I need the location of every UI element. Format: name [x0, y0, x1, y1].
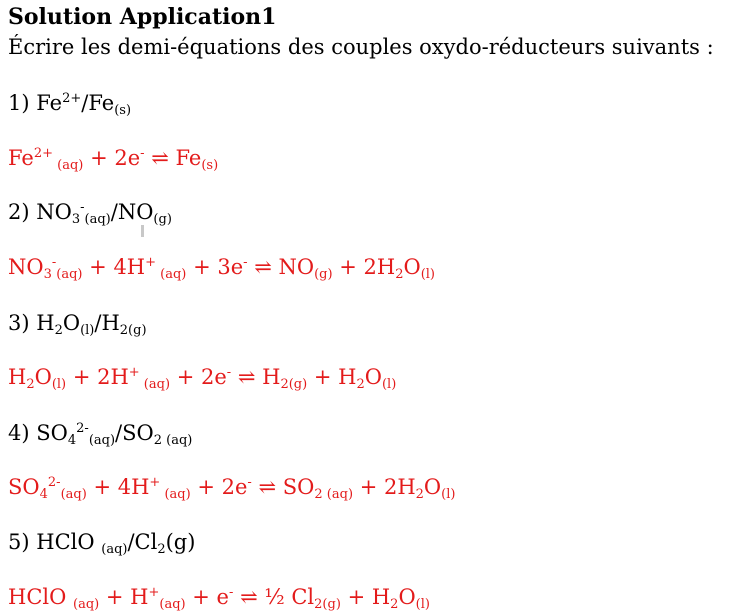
equation-5: HClO $_{(aq)} + H^+_{(aq)} + e^-$ ⇌ ½ $Cl_{2(g)} + H_2O_{(l)}$	[8, 585, 430, 612]
couple-5: 5) HClO $_{(aq)}/Cl_2(g)$	[8, 530, 196, 557]
equation-2: $NO_3^-_{(aq)} + 4H^+$ $_{(aq)}$ + 3e- ⇌ $NO_{(g)} + 2H_2O_{(l)}$	[8, 255, 435, 282]
item-number: 4)	[8, 421, 30, 445]
couple-4: 4) $SO_4^{2-}_{(aq)}/SO_{2 (aq)}$	[8, 421, 193, 448]
couple-1: 1) $Fe^{2+}/Fe_{(s)}$	[8, 91, 132, 118]
text-cursor-marker	[141, 225, 144, 237]
equation-4: $SO_4^{2-}_{(aq)} + 4H^+$ $_{(aq)}$ + 2e- ⇌ $SO_{2 (aq)} + 2H_2O_{(l)}$	[8, 475, 456, 502]
document-title: Solution Application1	[8, 4, 277, 30]
instruction-text: Écrire les demi-équations des couples oxydo-réducteurs suivants :	[8, 35, 714, 59]
item-number: 3)	[8, 311, 30, 335]
item-number: 5)	[8, 530, 30, 554]
equation-3: $H_2O_{(l)} + 2H^+$ $_{(aq)}$ + 2e- ⇌ $H_{2(g)} + H_2O_{(l)}$	[8, 365, 397, 392]
equation-1: $Fe^{2+}$ $_{(aq)}$ + 2e- ⇌ $Fe_{(s)}$	[8, 146, 219, 173]
item-number: 2)	[8, 200, 30, 224]
couple-2: 2) $NO_3^-_{(aq)}/NO_{(g)}$	[8, 200, 172, 227]
couple-3: 3) $H_2O_{(l)}/H_{2(g)}$	[8, 311, 147, 338]
item-number: 1)	[8, 91, 30, 115]
